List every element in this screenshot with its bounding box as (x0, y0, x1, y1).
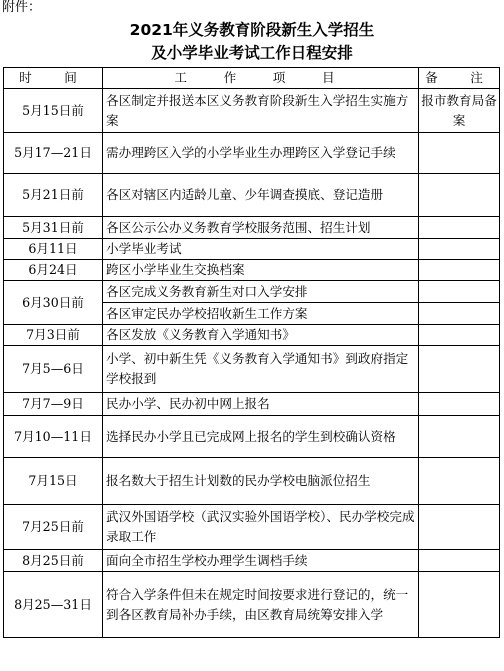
row-time: 6月24日 (4, 260, 103, 281)
row-time: 5月15日前 (4, 89, 103, 133)
row-note (419, 281, 500, 303)
table-row (4, 346, 500, 393)
row-task: 各区完成义务教育新生对口入学安排 (103, 281, 419, 303)
row-time: 6月30日前 (4, 281, 103, 325)
row-note (419, 217, 500, 239)
column-header-note: 备 注 (419, 68, 500, 89)
row-note (419, 133, 500, 174)
row-task: 各区制定并报送本区义务教育阶段新生入学招生实施方案 (103, 89, 419, 133)
schedule-table (3, 67, 500, 638)
table-row (4, 505, 500, 550)
table-row (4, 174, 500, 217)
row-note (419, 416, 500, 458)
row-task: 需办理跨区入学的小学毕业生办理跨区入学登记手续 (103, 133, 419, 174)
column-header-time: 时 间 (4, 68, 103, 89)
table-row (4, 239, 500, 260)
row-task: 面向全市招生学校办理学生调档手续 (103, 550, 419, 572)
row-task: 跨区小学毕业生交换档案 (103, 260, 419, 281)
table-row (4, 550, 500, 572)
table-row (4, 89, 500, 133)
row-task: 武汉外国语学校（武汉实验外国语学校）、民办学校完成录取工作 (103, 505, 419, 550)
row-task: 各区审定民办学校招收新生工作方案 (103, 303, 419, 325)
row-note (419, 325, 500, 346)
row-task: 各区公示公办义务教育学校服务范围、招生计划 (103, 217, 419, 239)
row-task: 报名数大于招生计划数的民办学校电脑派位招生 (103, 458, 419, 505)
table-row (4, 281, 500, 303)
row-time: 8月25—31日 (4, 572, 103, 638)
row-task: 各区对辖区内适龄儿童、少年调查摸底、登记造册 (103, 174, 419, 217)
row-time: 8月25日前 (4, 550, 103, 572)
row-note (419, 550, 500, 572)
row-time: 5月17—21日 (4, 133, 103, 174)
table-row (4, 572, 500, 638)
row-note (419, 346, 500, 393)
row-task: 小学毕业考试 (103, 239, 419, 260)
table-row (4, 416, 500, 458)
row-task: 民办小学、民办初中网上报名 (103, 393, 419, 416)
row-time: 6月11日 (4, 239, 103, 260)
table-row (4, 260, 500, 281)
row-note (419, 239, 500, 260)
row-note (419, 303, 500, 325)
table-row (4, 458, 500, 505)
column-header-task: 工 作 项 目 (103, 68, 419, 89)
table-row (4, 325, 500, 346)
table-row (4, 393, 500, 416)
table-row (4, 217, 500, 239)
row-note (419, 505, 500, 550)
row-task: 选择民办小学且已完成网上报名的学生到校确认资格 (103, 416, 419, 458)
row-note (419, 393, 500, 416)
attachment-label: 附件： (2, 0, 42, 15)
row-task: 小学、初中新生凭《义务教育入学通知书》到政府指定学校报到 (103, 346, 419, 393)
table-header-row (4, 68, 500, 89)
row-note (419, 572, 500, 638)
row-time: 7月7—9日 (4, 393, 103, 416)
row-time: 7月15日 (4, 458, 103, 505)
row-time: 7月25日前 (4, 505, 103, 550)
row-time: 5月21日前 (4, 174, 103, 217)
page-title-line1: 2021年义务教育阶段新生入学招生 (129, 21, 375, 39)
row-note (419, 260, 500, 281)
row-time: 7月5—6日 (4, 346, 103, 393)
row-note (419, 458, 500, 505)
row-note (419, 174, 500, 217)
row-task: 符合入学条件但未在规定时间按要求进行登记的，统一到各区教育局补办手续，由区教育局统筹安排入学 (103, 572, 419, 638)
row-time: 7月10—11日 (4, 416, 103, 458)
row-time: 7月3日前 (4, 325, 103, 346)
table-row (4, 133, 500, 174)
row-time: 5月31日前 (4, 217, 103, 239)
row-task: 各区发放《义务教育入学通知书》 (103, 325, 419, 346)
row-note: 报市教育局备案 (419, 89, 500, 133)
page-title-line2: 及小学毕业考试工作日程安排 (151, 44, 353, 62)
